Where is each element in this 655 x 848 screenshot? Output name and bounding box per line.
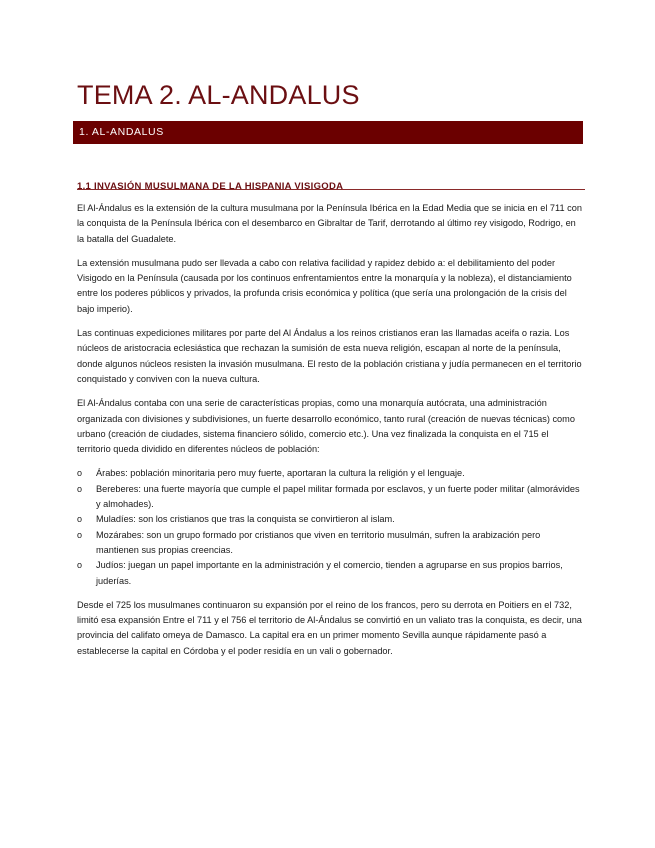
body-text (77, 201, 582, 668)
page-title: TEMA 2. AL-ANDALUS (77, 80, 360, 110)
list-item: o Judíos: juegan un papel importante en la administración y el comercio, tienden a agruparse en sus propios barrios, juderías. (77, 558, 582, 589)
paragraph: Desde el 725 los musulmanes continuaron su expansión por el reino de los francos, pero su derrota en Poitiers en el 732, limitó esa expansión Entre el 711 y el 756 el territorio de Al-Ándalus se convirtió en un valiato tras la conquista, es decir, una provincia del califato omeya de Damasco. La capital era en un primer momento Sevilla aunque rápidamente pasó a establecerse la capital en Córdoba y el poder residía en un vali o gobernador. (77, 599, 582, 656)
subsection-heading-rule (77, 176, 585, 190)
subsection-heading: 1.1 INVASIÓN MUSULMANA DE LA HISPANIA VISIGODA (77, 181, 344, 192)
list-item: o Mozárabes: son un grupo formado por cristianos que viven en territorio musulmán, sufren la arabización pero mantienen sus propias creencias. (77, 528, 582, 559)
paragraph: La extensión musulmana pudo ser llevada a cabo con relativa facilidad y rapidez debido a: el debilitamiento del poder Visigodo en la Península (causada por los continuos enfrentamientos entre la monarquía y la nobleza), el distanciamiento entre los poderes públicos y privados, la profunda crisis económica y política (que sería una prolongación de la crisis del bajo imperio). (77, 257, 572, 314)
paragraph: El Al-Ándalus es la extensión de la cultura musulmana por la Península Ibérica en la Edad Media que se inicia en el 711 con la conquista de la Península Ibérica con el desembarco en Gibraltar de Tarif, derrotando al último rey visigodo, Rodrigo, en la batalla del Guadalete. (77, 203, 582, 244)
section-heading: 1. AL-ANDALUS (79, 126, 164, 138)
list-item: o Muladíes: son los cristianos que tras la conquista se convirtieron al islam. (77, 512, 582, 527)
list-item: o Bereberes: una fuerte mayoría que cumple el papel militar formada por esclavos, y un fuerte poder militar (almorávides y almohades). (77, 482, 582, 513)
list-item: o Árabes: población minoritaria pero muy fuerte, aportaran la cultura la religión y el lenguaje. (77, 466, 582, 481)
paragraph: El Al-Ándalus contaba con una serie de características propias, como una monarquía autócrata, una administración organizada con divisiones y subdivisiones, un fuerte desarrollo económico, tanto rural (creación de nuevas técnicas) como urbano (creación de ciudades, sistema financiero sólido, comercio etc.). Una vez finalizada la conquista en el 715 el territorio queda dividido en diferentes núcleos de población: (77, 398, 575, 455)
section-heading-bar (73, 121, 583, 144)
paragraph: Las continuas expediciones militares por parte del Al Ándalus a los reinos cristianos eran las llamadas aceifa o razia. Los núcleos de aristocracia eclesiástica que rechazan la sumisión de esta nueva religión, escapan al norte de la península, donde algunos núcleos resisten la invasión musulmana. El resto de la población cristiana y judía permanecen en el territorio conquistado y conviven con la nueva cultura. (77, 328, 582, 384)
population-list (77, 466, 582, 588)
